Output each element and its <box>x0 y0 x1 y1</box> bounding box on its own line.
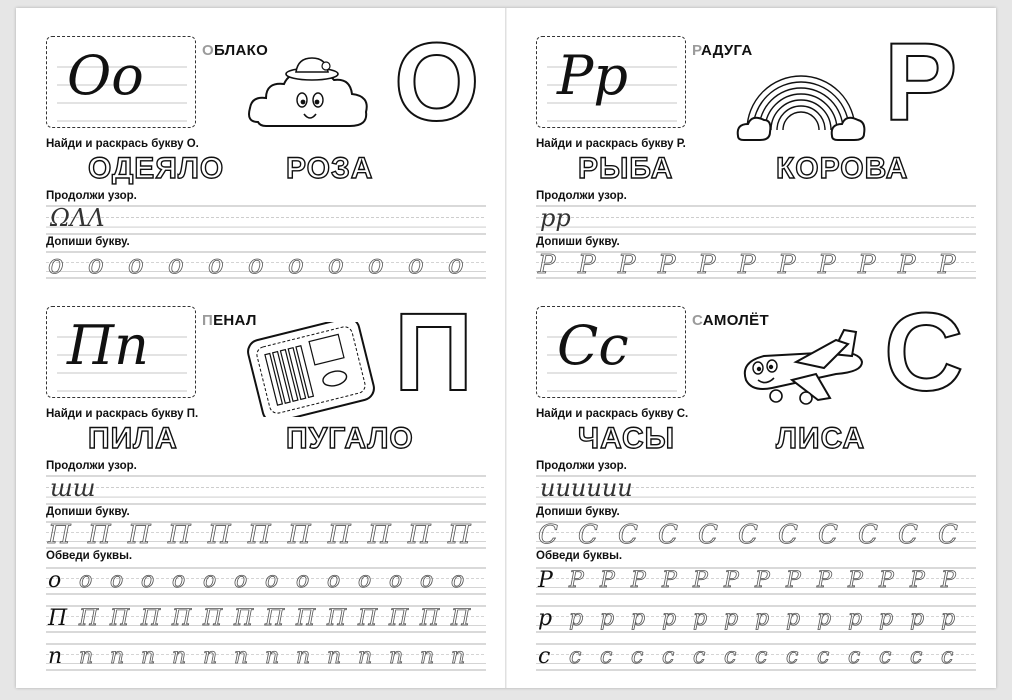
trace-glyph: Р <box>538 568 553 593</box>
write-glyph: Р <box>898 250 916 280</box>
trace-glyph: П <box>451 606 471 631</box>
trace-glyph: р <box>662 606 677 631</box>
letter-card <box>536 306 686 398</box>
write-row <box>46 520 486 550</box>
write-glyph: П <box>128 520 151 550</box>
trace-row <box>46 604 486 634</box>
picture-word-rest: ЕНАЛ <box>213 312 257 329</box>
trace-glyph: п <box>141 644 156 669</box>
trace-row <box>536 642 976 672</box>
trace-glyph: о <box>234 568 248 593</box>
trace-glyph: р <box>879 606 894 631</box>
trace-glyph: П <box>327 606 347 631</box>
trace-row <box>46 642 486 672</box>
trace-glyph: р <box>848 606 863 631</box>
trace-glyph: П <box>389 606 409 631</box>
task-write-label: Допиши букву. <box>46 236 130 248</box>
trace-glyph: с <box>538 644 551 669</box>
write-glyph: П <box>288 520 311 550</box>
write-row <box>536 520 976 550</box>
write-glyph: о <box>88 250 104 280</box>
pattern-sample: ииииии <box>540 474 633 502</box>
airplane-icon <box>736 322 866 417</box>
right-page <box>506 8 996 688</box>
trace-glyph: Р <box>817 568 832 593</box>
letter-card <box>536 36 686 128</box>
picture <box>246 322 376 417</box>
write-glyph: П <box>408 520 431 550</box>
trace-glyph: о <box>79 568 93 593</box>
trace-glyph: с <box>631 644 644 669</box>
trace-glyph: П <box>265 606 285 631</box>
write-glyph: о <box>248 250 264 280</box>
outline-word-1: РЫБА <box>578 152 674 185</box>
write-glyph: С <box>858 520 878 550</box>
trace-glyph: Р <box>786 568 801 593</box>
write-glyph: П <box>48 520 71 550</box>
task-write-label: Допиши букву. <box>536 506 620 518</box>
trace-glyph: с <box>662 644 675 669</box>
trace-glyph: о <box>451 568 465 593</box>
write-glyph: о <box>448 250 464 280</box>
task-pattern-label: Продолжи узор. <box>536 460 627 472</box>
outline-word-2: ПУГАЛО <box>286 422 414 455</box>
trace-glyph: о <box>141 568 155 593</box>
write-glyph: Р <box>618 250 636 280</box>
task-find-label: Найди и раскрась букву Р. <box>536 138 686 150</box>
trace-glyph: Р <box>724 568 739 593</box>
pattern-row <box>536 204 976 236</box>
trace-glyph: П <box>141 606 161 631</box>
pattern-sample: шш <box>50 474 96 502</box>
picture-word-rest: АМОЛЁТ <box>702 312 769 329</box>
write-glyph: С <box>898 520 918 550</box>
write-glyph: С <box>578 520 598 550</box>
trace-glyph: Р <box>662 568 677 593</box>
write-glyph: П <box>88 520 111 550</box>
cursive-letter-pair: Оо <box>67 44 144 107</box>
trace-glyph: П <box>172 606 192 631</box>
task-pattern-label: Продолжи узор. <box>536 190 627 202</box>
trace-glyph: с <box>941 644 954 669</box>
big-outline-letter: С <box>884 291 964 414</box>
write-row <box>536 250 976 280</box>
trace-glyph: П <box>110 606 130 631</box>
cloud-icon <box>246 52 376 147</box>
trace-glyph: п <box>79 644 94 669</box>
trace-glyph: р <box>631 606 646 631</box>
trace-glyph: р <box>910 606 925 631</box>
trace-glyph: Р <box>631 568 646 593</box>
trace-glyph: с <box>848 644 861 669</box>
trace-glyph: П <box>358 606 378 631</box>
write-glyph: о <box>128 250 144 280</box>
letter-card <box>46 36 196 128</box>
trace-glyph: р <box>817 606 832 631</box>
picture-word-first-letter: О <box>202 42 214 59</box>
letter-card <box>46 306 196 398</box>
outline-word-2: КОРОВА <box>776 152 909 185</box>
big-outline-letter: П <box>394 291 474 414</box>
trace-glyph: П <box>234 606 254 631</box>
trace-glyph: о <box>296 568 310 593</box>
trace-glyph: о <box>389 568 403 593</box>
write-glyph: П <box>448 520 471 550</box>
trace-glyph: р <box>755 606 770 631</box>
trace-glyph: о <box>265 568 279 593</box>
trace-row <box>536 604 976 634</box>
write-glyph: о <box>328 250 344 280</box>
trace-glyph: Р <box>600 568 615 593</box>
trace-glyph: п <box>203 644 218 669</box>
write-glyph: о <box>368 250 384 280</box>
write-glyph: С <box>658 520 678 550</box>
trace-glyph: П <box>296 606 316 631</box>
pattern-row <box>46 474 486 506</box>
trace-row <box>536 566 976 596</box>
trace-glyph: п <box>172 644 187 669</box>
write-glyph: Р <box>698 250 716 280</box>
trace-glyph: п <box>48 644 63 669</box>
write-glyph: П <box>208 520 231 550</box>
write-glyph: Р <box>738 250 756 280</box>
section-o <box>16 8 506 278</box>
trace-glyph: р <box>724 606 739 631</box>
pattern-row <box>46 204 486 236</box>
trace-glyph: п <box>358 644 373 669</box>
trace-glyph: р <box>600 606 615 631</box>
write-glyph: о <box>168 250 184 280</box>
trace-glyph: р <box>569 606 584 631</box>
task-trace-label: Обведи буквы. <box>536 550 623 562</box>
picture-word-first-letter: Р <box>692 42 701 59</box>
outline-word-1: ЧАСЫ <box>578 422 676 455</box>
trace-glyph: с <box>879 644 892 669</box>
write-glyph: Р <box>818 250 836 280</box>
write-glyph: С <box>538 520 558 550</box>
trace-glyph: с <box>569 644 582 669</box>
write-glyph: П <box>328 520 351 550</box>
trace-glyph: П <box>420 606 440 631</box>
write-glyph: Р <box>658 250 676 280</box>
trace-glyph: п <box>389 644 404 669</box>
pattern-row <box>536 474 976 506</box>
trace-glyph: о <box>203 568 217 593</box>
pencil-case-icon <box>246 322 376 417</box>
write-glyph: С <box>778 520 798 550</box>
trace-glyph: о <box>48 568 62 593</box>
spine <box>505 8 507 688</box>
trace-glyph: с <box>786 644 799 669</box>
trace-glyph: с <box>693 644 706 669</box>
trace-glyph: п <box>110 644 125 669</box>
big-outline-letter: О <box>394 21 480 144</box>
trace-glyph: Р <box>879 568 894 593</box>
write-glyph: Р <box>538 250 556 280</box>
trace-glyph: о <box>172 568 186 593</box>
write-glyph: Р <box>858 250 876 280</box>
trace-glyph: с <box>724 644 737 669</box>
write-glyph: о <box>48 250 64 280</box>
trace-glyph: п <box>451 644 466 669</box>
picture <box>246 52 376 147</box>
outline-word-1: ПИЛА <box>88 422 178 455</box>
trace-glyph: П <box>203 606 223 631</box>
pattern-sample: ΩΛΛ <box>50 204 105 232</box>
trace-glyph: с <box>910 644 923 669</box>
cursive-letter-pair: Рр <box>557 44 628 107</box>
write-glyph: С <box>938 520 958 550</box>
write-glyph: С <box>698 520 718 550</box>
trace-glyph: Р <box>569 568 584 593</box>
task-find-label: Найди и раскрась букву С. <box>536 408 689 420</box>
trace-glyph: Р <box>848 568 863 593</box>
trace-glyph: п <box>234 644 249 669</box>
picture-word-rest: АДУГА <box>701 42 753 59</box>
task-pattern-label: Продолжи узор. <box>46 460 137 472</box>
trace-glyph: п <box>265 644 280 669</box>
trace-glyph: о <box>327 568 341 593</box>
task-write-label: Допиши букву. <box>536 236 620 248</box>
trace-glyph: о <box>110 568 124 593</box>
write-glyph: С <box>738 520 758 550</box>
picture <box>736 322 866 417</box>
trace-glyph: с <box>817 644 830 669</box>
trace-glyph: с <box>600 644 613 669</box>
outline-word-2: РОЗА <box>286 152 374 185</box>
trace-glyph: р <box>941 606 956 631</box>
section-s <box>506 278 996 688</box>
trace-glyph: р <box>786 606 801 631</box>
trace-glyph: Р <box>910 568 925 593</box>
task-trace-label: Обведи буквы. <box>46 550 133 562</box>
task-pattern-label: Продолжи узор. <box>46 190 137 202</box>
write-glyph: о <box>408 250 424 280</box>
trace-glyph: с <box>755 644 768 669</box>
cursive-letter-pair: Сс <box>557 314 629 377</box>
big-outline-letter: Р <box>884 21 958 144</box>
rainbow-icon <box>736 52 866 147</box>
task-write-label: Допиши букву. <box>46 506 130 518</box>
trace-glyph: Р <box>941 568 956 593</box>
trace-glyph: Р <box>755 568 770 593</box>
trace-glyph: о <box>420 568 434 593</box>
trace-row <box>46 566 486 596</box>
trace-glyph: п <box>327 644 342 669</box>
trace-glyph: о <box>358 568 372 593</box>
outline-word-1: ОДЕЯЛО <box>88 152 225 185</box>
workbook-spread <box>16 8 996 688</box>
trace-glyph: р <box>538 606 553 631</box>
trace-glyph: Р <box>693 568 708 593</box>
picture-word-first-letter: С <box>692 312 703 329</box>
trace-glyph: П <box>48 606 68 631</box>
write-glyph: П <box>168 520 191 550</box>
pattern-sample: рр <box>540 204 571 232</box>
section-pe <box>16 278 506 688</box>
write-glyph: Р <box>578 250 596 280</box>
task-find-label: Найди и раскрась букву О. <box>46 138 199 150</box>
picture <box>736 52 866 147</box>
section-p <box>506 8 996 278</box>
cursive-letter-pair: Пп <box>67 314 149 377</box>
trace-glyph: П <box>79 606 99 631</box>
write-glyph: о <box>288 250 304 280</box>
write-row <box>46 250 486 280</box>
picture-word-rest: БЛАКО <box>213 42 269 59</box>
trace-glyph: п <box>420 644 435 669</box>
write-glyph: Р <box>938 250 956 280</box>
trace-glyph: п <box>296 644 311 669</box>
trace-glyph: р <box>693 606 708 631</box>
task-find-label: Найди и раскрась букву П. <box>46 408 199 420</box>
write-glyph: С <box>618 520 638 550</box>
write-glyph: о <box>208 250 224 280</box>
write-glyph: Р <box>778 250 796 280</box>
write-glyph: П <box>368 520 391 550</box>
write-glyph: П <box>248 520 271 550</box>
left-page <box>16 8 506 688</box>
write-glyph: С <box>818 520 838 550</box>
outline-word-2: ЛИСА <box>776 422 866 455</box>
picture-word-first-letter: П <box>202 312 214 329</box>
